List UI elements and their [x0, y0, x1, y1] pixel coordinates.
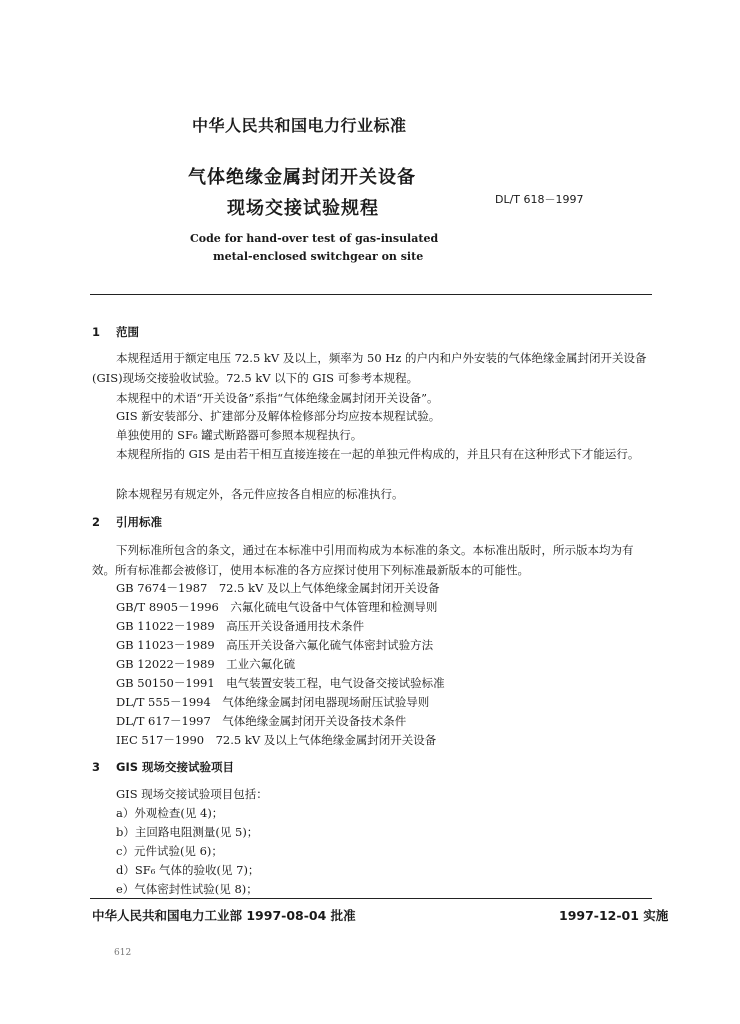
- paragraph: GIS 新安装部分、扩建部分及解体检修部分均应按本规程试验。: [116, 409, 441, 423]
- list-item: a）外观检查(见 4)；: [116, 806, 224, 820]
- reference-item: DL/T 617－1997 气体绝缘金属封闭开关设备技术条件: [116, 714, 407, 728]
- reference-item: DL/T 555－1994 气体绝缘金属封闭电器现场耐压试验导则: [116, 695, 430, 709]
- reference-item: IEC 517－1990 72.5 kV 及以上气体绝缘金属封闭开关设备: [116, 733, 437, 747]
- paragraph: 本规程中的术语“开关设备”系指“气体绝缘金属封闭开关设备”。: [116, 391, 439, 405]
- paragraph: 除本规程另有规定外，各元件应按各自相应的标准执行。: [116, 487, 404, 501]
- section-intro: GIS 现场交接试验项目包括：: [116, 787, 268, 801]
- list-item: e）气体密封性试验(见 8)；: [116, 882, 258, 896]
- section-title: 引用标准: [116, 515, 162, 529]
- section-title: 范围: [116, 325, 139, 339]
- list-item: d）SF₆ 气体的验收(见 7)；: [116, 863, 260, 877]
- english-title-line-2: metal-enclosed switchgear on site: [213, 250, 424, 263]
- reference-item: GB 7674－1987 72.5 kV 及以上气体绝缘金属封闭开关设备: [116, 581, 440, 595]
- issuer-heading: 中华人民共和国电力行业标准: [192, 116, 407, 135]
- section-title: GIS 现场交接试验项目: [116, 760, 235, 774]
- list-item: b）主回路电阻测量(见 5)；: [116, 825, 259, 839]
- list-item: c）元件试验(见 6)；: [116, 844, 223, 858]
- paragraph: 本规程适用于额定电压 72.5 kV 及以上，频率为 50 Hz 的户内和户外安装的气体绝缘金属封闭开关设备(GIS)现场交接验收试验。72.5 kV 以下的 GIS 可参考本规程。: [92, 351, 647, 385]
- reference-item: GB 12022－1989 工业六氟化硫: [116, 657, 296, 671]
- section-number: 2: [92, 515, 101, 529]
- page-number: 612: [114, 948, 132, 958]
- paragraph: 下列标准所包含的条文，通过在本标准中引用而构成为本标准的条文。本标准出版时，所示版本均为有效。所有标准都会被修订，使用本标准的各方应探讨使用下列标准最新版本的可能性。: [92, 543, 634, 577]
- reference-item: GB/T 8905－1996 六氟化硫电气设备中气体管理和检测导则: [116, 600, 438, 614]
- implementation-date: 1997-12-01 实施: [559, 908, 669, 923]
- section-number: 1: [92, 325, 101, 339]
- reference-item: GB 11023－1989 高压开关设备六氟化硫气体密封试验方法: [116, 638, 434, 652]
- section-heading-2: [92, 514, 162, 530]
- reference-item: GB 50150－1991 电气装置安装工程，电气设备交接试验标准: [116, 676, 445, 690]
- section-heading-1: [92, 324, 139, 340]
- approval-statement: 中华人民共和国电力工业部 1997-08-04 批准: [92, 908, 356, 923]
- paragraph: 单独使用的 SF₆ 罐式断路器可参照本规程执行。: [116, 428, 363, 442]
- header-divider: [90, 294, 652, 295]
- document-title-line-2: 现场交接试验规程: [227, 198, 379, 219]
- document-title-line-1: 气体绝缘金属封闭开关设备: [188, 167, 416, 188]
- reference-item: GB 11022－1989 高压开关设备通用技术条件: [116, 619, 365, 633]
- footer-divider: [90, 898, 652, 899]
- english-title-line-1: Code for hand-over test of gas-insulated: [190, 232, 439, 245]
- standard-code: DL/T 618－1997: [495, 193, 584, 206]
- section-number: 3: [92, 760, 101, 774]
- paragraph: 本规程所指的 GIS 是由若干相互直接连接在一起的单独元件构成的，并且只有在这种形式下才能运行。: [116, 447, 640, 461]
- section-heading-3: [92, 759, 234, 775]
